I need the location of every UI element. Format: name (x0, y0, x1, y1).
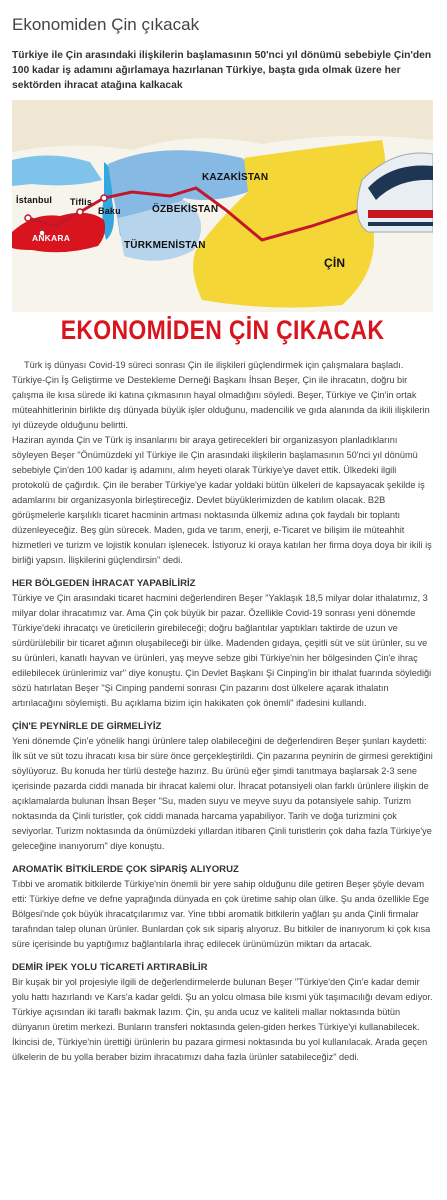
baku-marker (101, 195, 107, 201)
map-label-turkmenistan: TÜRKMENİSTAN (124, 240, 206, 251)
article-paragraph: Yeni dönemde Çin'e yönelik hangi ürünlere talep olabileceğini de değerlendiren Beşer şunları kaydetti: İlk süt ve süt tozu ihracatı kısa bir süre önce gerçekleştirildi. Çin pazarına peynirin de girmesi gerektiğini söylüyoruz. Bu konuda her türlü desteğe hazırız. Bu ürünü eğer şimdi tanıtmaya başlarsak 2-3 sene içerisinde pazarda ciddi manada bir ihracat kalemi olur. İhracat potansiyeli olan farklı ürünlere ilişkin de açıklamalarda bulunan İhsan Beşer "Su, maden suyu ve meyve suyu da potansiyele sahip. Turizm noktasında da Çinli turistler, çok ciddi manada harcama yapabiliyor. Tarih ve doğa turizmini çok seviyorlar. Turizm noktasında da önümüzdeki yıllardan itibaren Çinli turistlerin çok daha fazla Türkiye'ye geleceğine inanıyorum" diye konuştu. (12, 736, 433, 851)
hero-banner-text: EKONOMİDEN ÇİN ÇIKACAK (60, 314, 385, 345)
section-heading: DEMİR İPEK YOLU TİCARETİ ARTIRABİLİR (12, 962, 208, 973)
map-label-istanbul: İstanbul (16, 195, 53, 205)
article-subtitle: Türkiye ile Çin arasındaki ilişkilerin başlamasının 50'nci yıl dönümü sebebiyle Çin'den 100 kadar iş adamını ağırlamaya hazırlanan Türkiye, başta gıda olmak üzere her sektörden ihracat atağına kalkacak (12, 50, 432, 91)
map-label-ankara: ANKARA (32, 233, 71, 243)
article-paragraph: Türk iş dünyası Covid-19 süreci sonrası Çin ile ilişkileri güçlendirmek için çalışmalara başladı. Türkiye-Çin İş Geliştirme ve Destekleme Derneği Başkanı İhsan Beşer, Çin ile ihracatın, doğru bir çalışma ile kısa sürede iki katına çıkmasının hayal olmadığını söyledi. Beşer, Türkiye ve Çin'in ortak müteahhitlerinin birlikte dış dünyada büyük işler olduğunu, madencilik ve gıda alanında da ikili ilişkilerin iyi düzeyde olduğunu belirtti. (12, 360, 430, 430)
tiflis-marker (77, 209, 83, 215)
hero-image (12, 100, 433, 348)
section-heading: AROMATİK BİTKİLERDE ÇOK SİPARİŞ ALIYORUZ (12, 864, 239, 875)
section-heading: HER BÖLGEDEN İHRACAT YAPABİLİRİZ (12, 578, 196, 589)
section-heading: ÇİN'E PEYNİRLE DE GİRMELİYİZ (12, 721, 162, 732)
istanbul-marker (25, 215, 31, 221)
hero-banner (12, 312, 433, 348)
map-label-ozbekistan: ÖZBEKİSTAN (152, 204, 219, 215)
article-paragraph: Bir kuşak bir yol projesiyle ilgili de değerlendirmelerde bulunan Beşer "Türkiye'den Çin'e kadar demir yolu hattı hazırlandı ve Kars'a kadar geldi. Şu an yolcu olmasa bile kısmi yük taşımacılığı devam ediyor. Türkiye açısından iki taraflı bakmak lazım. Çin, şu anda ucuz ve kaliteli mallar noktasında bütün dünyanın üretim merkezi. Bunların transferi noktasında gelen-giden herkes Türkiye'yi kullanabilecek. İkincisi de, Türkiye'nin ürettiği ürünlerin bu pazara girmesi noktasında bu yol kullanılacak. Arada geçen ülkelerin de bu yolla beraber bizim ihracatımızı daha fazla ürünler satabileceğiz" dedi. (12, 977, 433, 1062)
article-body (12, 358, 435, 1065)
article-title: Ekonomiden Çin çıkacak (12, 15, 200, 34)
route-map-illustration (12, 100, 433, 348)
map-label-baku: Baku (98, 206, 121, 216)
article-paragraph: Haziran ayında Çin ve Türk iş insanlarını bir araya getirecekleri bir organizasyon planladıklarını söyleyen Beşer "Önümüzdeki yıl Türkiye ile Çin arasındaki ilişkilerin başlamasının 50'nci yıl dönümü sebebiyle Çin'den 100 kadar iş adamını, alım heyeti olarak Türkiye'ye davet ettik. Ülkedeki ilgili protokolü de çağırdık. Çin ile beraber Türkiye'ye kadar yoldaki bütün ülkeleri de kapsayacak şekilde iş adamlarını bir organizasyonla birleştireceğiz. Devlet büyüklerimizden de katılım olacak. B2B görüşmelerle karşılıklı ticaret hacminin artması noktasında ülkemiz adına çok faydalı bir toplantı düzenleyeceğiz. Beş gün sürecek. Maden, gıda ve tarım, enerji, e-Ticaret ve bilişim ile müteahhit hizmetleri ve turizm ve lojistik konuları işlenecek. İstiyoruz ki oraya katılan her firma doya doya bir ikili iş birliği yapsın. İlişkilerini güçlendirsin" dedi. (12, 435, 432, 565)
map-label-tiflis: Tiflis (70, 197, 93, 207)
map-label-cin: ÇİN (324, 256, 346, 270)
article-paragraph: Türkiye ve Çin arasındaki ticaret hacmini değerlendiren Beşer "Yaklaşık 18,5 milyar dolar ithalatımız, 3 milyar dolar ihracatımız var. Ama Çin çok büyük bir pazar. Özellikle Covid-19 sonrası yeni dönemde Türkiye'deki ihracatçı ve üreticilerin girebileceği; doğru bağlantılar yaptıkları taktirde de uzun ve sürdürülebilir bir ticaret ağının oluşabileceği bir ülke. Madenden gıdaya, çeşitli süt ve süt ürünler, su ve su ürünleri, kanatlı hayvan ve ürünleri, yaş meyve sebze gibi Türkiye'nin her bölgesinden Çin'e ihraç edilebilecek ürünlerimiz var" diye konuştu. Çin Devlet Başkanı Şi Cinping'in bir ithalat fuarında söylediği sözü hatırlatan Beşer "Şi Cinping pandemi sonrası Çin pazarını dost ülkelere açarak ithalatın artırılacağını söylemişti. Bu açıklama bizim için hakikaten çok önemli" ifadesini kullandı. (12, 593, 432, 708)
map-label-kazakistan: KAZAKİSTAN (202, 172, 269, 183)
article-paragraph: Tıbbi ve aromatik bitkilerde Türkiye'nin önemli bir yere sahip olduğunu dile getiren Beşer şöyle devam etti: Türkiye defne ve defne yaprağında dünyada en çok üretime sahip olan ülke. Şu anda özellikle Ege Bölgesi'nde çok büyük ihracatçılarımız var. Yine tıbbi aromatik bitkilerin yağları şu anda Çinli firmalar tarafından talep olunan ürünler. Bunlardan çok sık sipariş alıyoruz. Bu bitkiler de inanıyorum ki çok kısa süre içerisinde bu yaptığımız bağlantılarla ihraç edilecek ürünümüzün miktarı da artacak. (12, 879, 431, 949)
